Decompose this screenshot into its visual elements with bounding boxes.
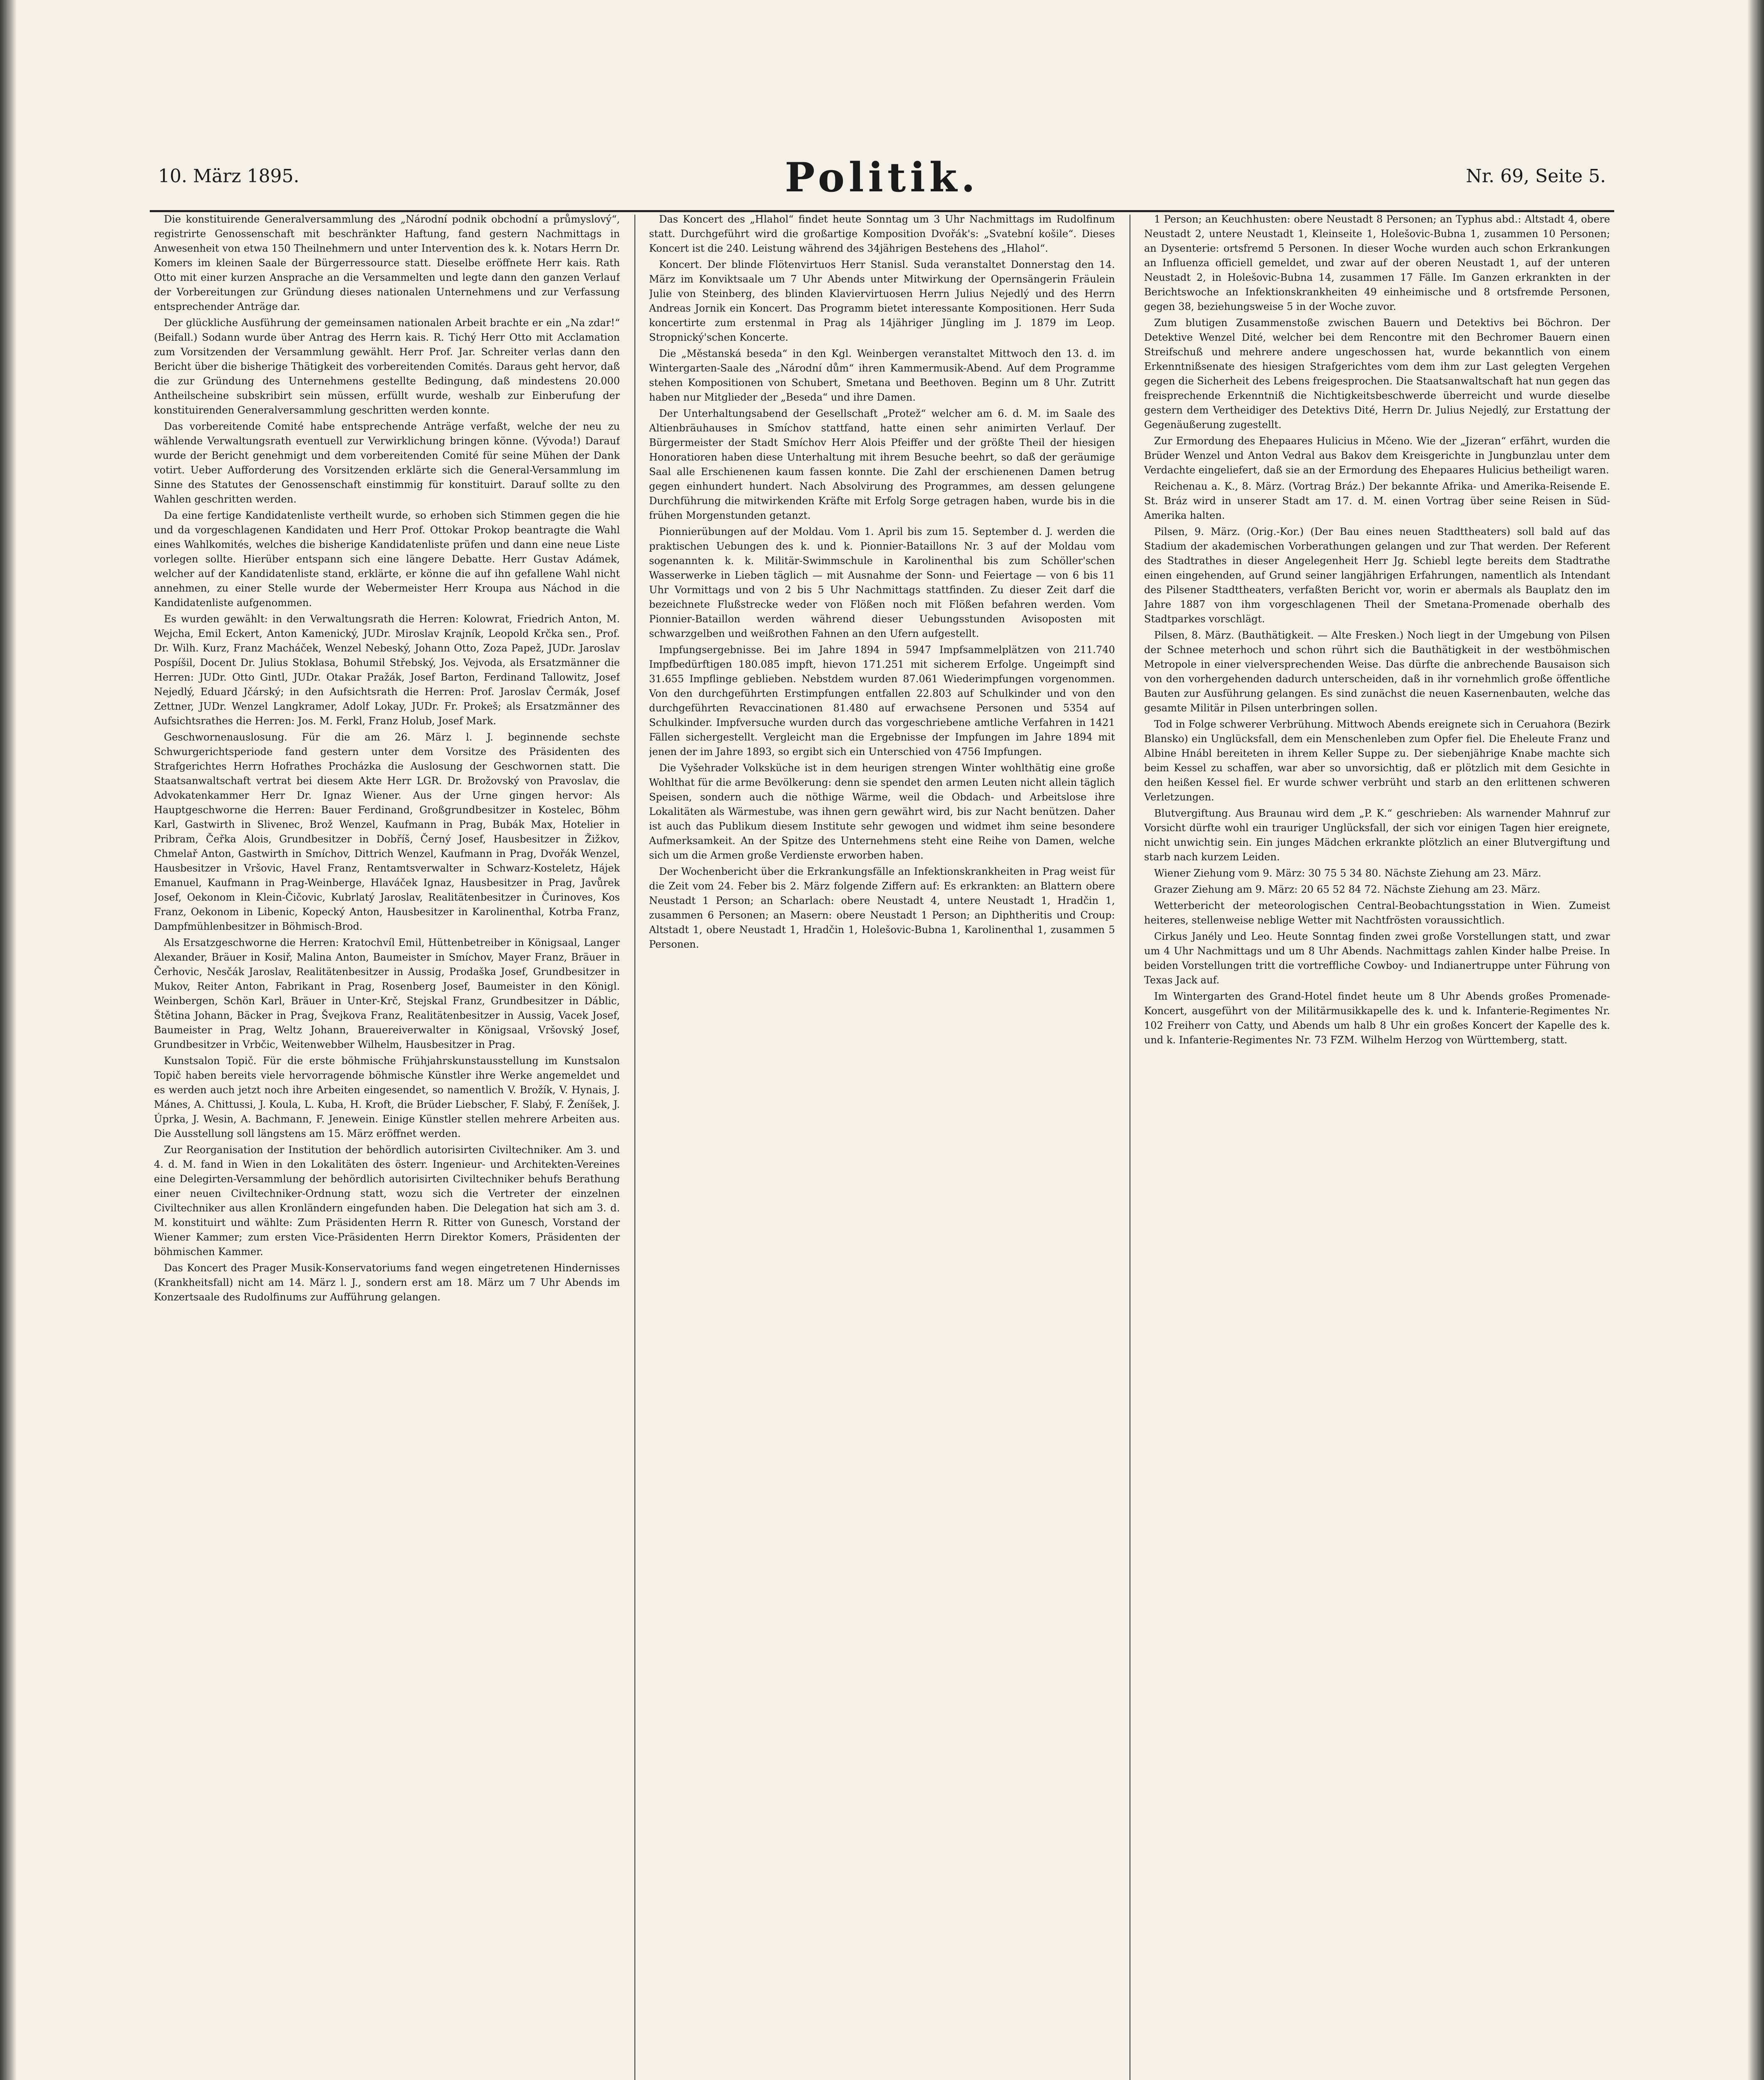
article-paragraph: Zur Ermordung des Ehepaares Hulicius in Mčeno. Wie der „Jizeran“ erfährt, wurden die Brüder Wenzel und Anton Vedral aus Bakov dem Kreisgerichte in Jungbunzlau unter dem Verdachte eingeliefert, daß sie an der Ermordung des Ehepaares Hulicius betheiligt waren. [1144,435,1610,476]
article-paragraph: Tod in Folge schwerer Verbrühung. Mittwoch Abends ereignete sich in Ceruahora (Bezirk Blansko) ein Unglücksfall, dem ein Menschenleben zum Opfer fiel. Die Eheleute Franz und Albine Hnábl bereiteten in ihrem Keller Suppe zu. Der siebenjährige Knabe machte sich beim Kessel zu schaffen, war aber so unvorsichtig, daß er plötzlich mit dem Gesichte in den heißen Kessel fiel. Er wurde schwer verbrüht und starb an den erlittenen schweren Verletzungen. [1144,718,1610,803]
article-paragraph: Im Wintergarten des Grand-Hotel findet heute um 8 Uhr Abends großes Promenade-Koncert, ausgeführt von der Militärmusikkapelle des k. und k. Infanterie-Regimentes Nr. 102 Freiherr von Catty, und Abends um halb 8 Uhr ein großes Koncert der Kapelle des k. und k. Infanterie-Regimentes Nr. 73 FZM. Wilhelm Herzog von Württemberg, statt. [1144,990,1610,1046]
article-paragraph: Das vorbereitende Comité habe entsprechende Anträge verfaßt, welche der neu zu wählende Verwaltungsrath eventuell zur Verwirklichung bringen könne. (Vývoda!) Darauf wurde der Bericht genehmigt und dem vorbereitenden Comité für seine Mühen der Dank votirt. Ueber Aufforderung des Vorsitzenden erklärte sich die General-Versammlung im Sinne des Statutes der Genossenschaft einstimmig für konstituirt. Darauf sollte zu den Wahlen geschritten werden. [154,421,620,505]
article-paragraph: Geschwornenauslosung. Für die am 26. März l. J. beginnende sechste Schwurgerichtsperiode fand gestern unter dem Vorsitze des Präsidenten des Strafgerichtes Herrn Hofrathes Procházka die Auslosung der Geschwornen statt. Die Staatsanwaltschaft vertrat bei diesem Akte Herr LGR. Dr. Brožovský von Pravoslav, die Advokatenkammer Herr Dr. Ignaz Wiener. Aus der Urne gingen hervor: Als Hauptgeschworne die Herren: Bauer Ferdinand, Großgrundbesitzer in Kostelec, Böhm Karl, Gastwirth in Slivenec, Brož Wenzel, Kaufmann in Prag, Bubák Max, Hotelier in Pribram, Čeřka Alois, Grundbesitzer in Dobříš, Černý Josef, Hausbesitzer in Žižkov, Chmelař Anton, Gastwirth in Smíchov, Dittrich Wenzel, Kaufmann in Prag, Dvořák Wenzel, Hausbesitzer in Vršovic, Havel Franz, Rentamtsverwalter in Schwarz-Kosteletz, Hájek Emanuel, Kaufmann in Prag-Weinberge, Hlaváček Ignaz, Hausbesitzer in Prag, Javůrek Josef, Oekonom in Klein-Čičovic, Kubrlatý Jaroslav, Realitätenbesitzer in Čurinoves, Kos Franz, Oekonom in Libenic, Kopecký Anton, Hausbesitzer in Karolinenthal, Kotrba Franz, Dampfmühlenbesitzer in Böhmisch-Brod. [154,731,620,932]
article-paragraph: Reichenau a. K., 8. März. (Vortrag Bráz.) Der bekannte Afrika- und Amerika-Reisende E. St. Bráz wird in unserer Stadt am 17. d. M. einen Vortrag über seine Reisen in Süd-Amerika halten. [1144,480,1610,521]
article-paragraph: Wiener Ziehung vom 9. März: 30 75 5 34 80. Nächste Ziehung am 23. März. [1154,867,1541,879]
article-paragraph: Pilsen, 9. März. (Orig.-Kor.) (Der Bau eines neuen Stadttheaters) soll bald auf das Stadium der akademischen Vorberathungen gelangen und zur That werden. Der Referent des Stadtrathes in dieser Angelegenheit Herr Jg. Schiebl legte bereits dem Stadtrathe einen eingehenden, auf Grund seiner langjährigen Erfahrungen, namentlich als Intendant des Pilsener Stadttheaters, verfaßten Bericht vor, worin er abermals als Bauplatz den im Jahre 1887 von ihm vorgeschlagenen Theil der Smetana-Promenade oberhalb des Stadtparkes vorschlägt. [1144,526,1610,625]
article-paragraph: Zur Reorganisation der Institution der behördlich autorisirten Civiltechniker. Am 3. und 4. d. M. fand in Wien in den Lokalitäten des österr. Ingenieur- und Architekten-Vereines eine Delegirten-Versammlung der behördlich autorisirten Civiltechniker behufs Berathung einer neuen Civiltechniker-Ordnung statt, wozu sich die Vertreter der einzelnen Civiltechniker aus allen Kronländern eingefunden haben. Die Delegation hat sich am 3. d. M. konstituirt und wählte: Zum Präsidenten Herrn R. Ritter von Gunesch, Vorstand der Wiener Kammer; zum ersten Vice-Präsidenten Herrn Direktor Komers, Präsidenten der böhmischen Kammer. [154,1144,620,1258]
article-paragraph: Cirkus Janély und Leo. Heute Sonntag finden zwei große Vorstellungen statt, und zwar um 4 Uhr Nachmittags und um 8 Uhr Abends. Nachmittags zahlen Kinder halbe Preise. In beiden Vorstellungen tritt die vortreffliche Cowboy- und Indianertruppe unter Führung von Texas Jack auf. [1144,931,1610,986]
article-columns [154,212,1610,2080]
article-paragraph: Koncert. Der blinde Flötenvirtuos Herr Stanisl. Suda veranstaltet Donnerstag den 14. März im Konviktsaale um 7 Uhr Abends unter Mitwirkung der Opernsängerin Fräulein Julie von Steinberg, des blinden Klaviervirtuosen Herrn Julius Nejedlý und des Herrn Andreas Jornik ein Koncert. Das Programm bietet interessante Kompositionen. Herr Suda koncertirte zum erstenmal in Prag als 14jähriger Jüngling im J. 1879 im Leop. Stropnický'schen Koncerte. [649,259,1115,343]
article-paragraph: Wetterbericht der meteorologischen Central-Beobachtungsstation in Wien. Zumeist heiteres, stellenweise neblige Wetter mit Nachtfrösten voraussichtlich. [1144,900,1610,926]
article-paragraph: 1 Person; an Keuchhusten: obere Neustadt 8 Personen; an Typhus abd.: Altstadt 4, obere Neustadt 2, untere Neustadt 1, Kleinseite 1, Holešovic-Bubna 1, zusammen 10 Personen; an Dysenterie: ortsfremd 5 Personen. In dieser Woche wurden auch schon Erkrankungen an Influenza officiell gemeldet, und zwar auf der oberen Neustadt 1, auf der unteren Neustadt 2, in Holešovic-Bubna 14, zusammen 17 Fälle. Im Ganzen erkrankten in der Berichtswoche an Infektionskrankheiten 49 einheimische und 8 ortsfremde Personen, gegen 38, beziehungsweise 5 in der Woche zuvor. [1144,213,1610,312]
article-paragraph: Die Vyšehrader Volksküche ist in dem heurigen strengen Winter wohlthätig eine große Wohlthat für die arme Bevölkerung: denn sie spendet den armen Leuten nicht allein täglich Speisen, sondern auch die nöthige Wärme, weil die Obdach- und Arbeitslose ihre Lokalitäten als Wärmestube, was ihnen gern gewährt wird, bis zur Nacht benützen. Daher ist auch das Publikum diesem Institute sehr gewogen und widmet ihm seine besondere Aufmerksamkeit. An der Spitze des Unternehmens steht eine Reihe von Damen, welche sich um die Armen große Verdienste erworben haben. [649,762,1115,861]
article-paragraph: Das Koncert des Prager Musik-Konservatoriums fand wegen eingetretenen Hindernisses (Krankheitsfall) nicht am 14. März l. J., sondern erst am 18. März um 7 Uhr Abends im Konzertsaale des Rudolfinums zur Aufführung gelangen. [154,1262,620,1303]
column-3 [1144,212,1610,2080]
article-paragraph: Das Koncert des „Hlahol“ findet heute Sonntag um 3 Uhr Nachmittags im Rudolfinum statt. Durchgeführt wird die großartige Komposition Dvořák's: „Svatební košile“. Dieses Koncert ist die 240. Leistung während des 34jährigen Bestehens des „Hlahol“. [649,213,1115,254]
page-header [150,154,1614,212]
scan-edge-left [0,0,17,2080]
header-date: 10. März 1895. [158,166,300,187]
article-paragraph: Als Ersatzgeschworne die Herren: Kratochvíl Emil, Hüttenbetreiber in Königsaal, Langer Alexander, Bräuer in Kosiř, Malina Anton, Baumeister in Smíchov, Mayer Franz, Bräuer in Čerhovic, Nesčák Jaroslav, Realitätenbesitzer in Aussig, Prodaška Josef, Grundbesitzer in Mukov, Reiter Anton, Fabrikant in Prag, Rosenberg Josef, Baumeister in den Königl. Weinbergen, Schön Karl, Bräuer in Unter-Krč, Stejskal Franz, Grundbesitzer in Dáblic, Štětina Johann, Bäcker in Prag, Švejkova Franz, Realitätenbesitzer in Aussig, Vacek Josef, Baumeister in Prag, Weltz Johann, Brauereiverwalter in Königsaal, Vršovský Josef, Grundbesitzer in Vrbčic, Weitenwebber Wilhelm, Hausbesitzer in Prag. [154,937,620,1050]
article-paragraph: Der glückliche Ausführung der gemeinsamen nationalen Arbeit brachte er ein „Na zdar!“ (Beifall.) Sodann wurde über Antrag des Herrn kais. R. Tichý Herr Otto mit Acclamation zum Vorsitzenden der Versammlung gewählt. Herr Prof. Jar. Schreiter verlas dann den Bericht über die bisherige Thätigkeit des vorbereitenden Comités. Daraus geht hervor, daß die zur Gründung des Unternehmens gestellte Bedingung, daß mindestens 20.000 Antheilscheine subskribirt sein müssen, erfüllt wurde, weshalb zur Einberufung der konstituirenden Generalversammlung geschritten werden konnte. [154,317,620,416]
article-paragraph: Der Wochenbericht über die Erkrankungsfälle an Infektionskrankheiten in Prag weist für die Zeit vom 24. Feber bis 2. März folgende Ziffern auf: Es erkrankten: an Blattern obere Neustadt 1 Person; an Scharlach: obere Neustadt 4, untere Neustadt 1, Hradčin 1, zusammen 6 Personen; an Masern: obere Neustadt 1 Person; an Diphtheritis und Croup: Altstadt 1, obere Neustadt 1, Hradčin 1, Holešovic-Bubna 1, Karolinenthal 1, zusammen 5 Personen. [649,866,1115,950]
scan-edge-right [1747,0,1764,2080]
article-paragraph: Es wurden gewählt: in den Verwaltungsrath die Herren: Kolowrat, Friedrich Anton, M. Wejcha, Emil Eckert, Anton Kamenický, JUDr. Miroslav Krajník, Leopold Krčka sen., Prof. Dr. Wilh. Kurz, Franz Macháček, Wenzel Nebeský, Johann Otto, Zoza Papež, JUDr. Jaroslav Pospíšil, Docent Dr. Julius Stoklasa, Bohumil Střebský, Jos. Vejvoda, als Ersatzmänner die Herren: JUDr. Otto Gintl, JUDr. Otakar Pražák, Josef Barton, Ferdinand Tallowitz, Josef Nejedlý, Eduard Jčárský; in den Aufsichtsrath die Herren: Prof. Jaroslav Čermák, Josef Zettner, JUDr. Wenzel Langkramer, Adolf Lokay, JUDr. Fr. Prokeš; als Ersatzmänner des Aufsichtsrathes die Herren: Jos. M. Ferkl, Franz Holub, Josef Mark. [154,613,620,727]
article-paragraph: Da eine fertige Kandidatenliste vertheilt wurde, so erhoben sich Stimmen gegen die hie und da vorgeschlagenen Kandidaten und Herr Prof. Ottokar Prokop beantragte die Wahl eines Wahlkomités, welches die bisherige Kandidatenliste prüfen und dann eine neue Liste vorlegen sollte. Hierüber entspann sich eine längere Debatte. Herr Gustav Adámek, welcher auf der Kandidatenliste stand, erklärte, er könne die auf ihn gefallene Wahl nicht annehmen, zu einer Stelle wurde der Webermeister Herr Kroupa aus Náchod in die Kandidatenliste aufgenommen. [154,510,620,609]
article-paragraph: Die konstituirende Generalversammlung des „Národní podnik obchodní a průmyslový“, registrirte Genossenschaft mit beschränkter Haftung, fand gestern Nachmittags in Anwesenheit von etwa 150 Theilnehmern und unter Intervention des k. k. Notars Herrn Dr. Komers im kleinen Saale der Bürgerressource statt. Dieselbe eröffnete Herr kais. Rath Otto mit einer kurzen Ansprache an die Versammelten und legte dann den ganzen Verlauf der Vorbereitungen zur Gründung dieses nationalen Unternehmens und zur Verfassung entsprechender Anträge dar. [154,213,620,312]
section-title: Politik. [785,154,979,201]
article-paragraph: Kunstsalon Topič. Für die erste böhmische Frühjahrskunstausstellung im Kunstsalon Topič haben bereits viele hervorragende böhmische Künstler ihre Werke angemeldet und es werden auch jetzt noch ihre Arbeiten eingesendet, so namentlich V. Brožík, V. Hynais, J. Mánes, A. Chittussi, J. Koula, L. Kuba, H. Kroft, die Brüder Liebscher, F. Slabý, F. Ženíšek, J. Úprka, J. Wesin, A. Bachmann, F. Jenewein. Einige Künstler stellen mehrere Arbeiten aus. Die Ausstellung soll längstens am 15. März eröffnet werden. [154,1055,620,1139]
article-paragraph: Der Unterhaltungsabend der Gesellschaft „Protež“ welcher am 6. d. M. im Saale des Altienbräuhauses in Smíchov stattfand, hatte einen sehr animirten Verlauf. Der Bürgermeister der Stadt Smíchov Herr Alois Pfeiffer und der größte Theil der hiesigen Honoratioren haben diese Unterhaltung mit ihrem Besuche beehrt, so daß der geräumige Saal alle Erschienenen kaum fassen konnte. Die Zahl der erschienenen Damen betrug gegen einhundert hundert. Nach Absolvirung des Programmes, am dessen gelungene Durchführung die mitwirkenden Kräfte mit Erfolg Sorge getragen haben, wurde bis in die frühen Morgenstunden getanzt. [649,408,1115,521]
article-paragraph: Grazer Ziehung am 9. März: 20 65 52 84 72. Nächste Ziehung am 23. März. [1154,884,1541,895]
article-paragraph: Blutvergiftung. Aus Braunau wird dem „P. K.“ geschrieben: Als warnender Mahnruf zur Vorsicht dürfte wohl ein trauriger Unglücksfall, der sich vor einigen Tagen hier ereignete, nicht unwichtig sein. Ein junges Mädchen erkrankte plötzlich an einer Blutvergiftung und starb nach kurzem Leiden. [1144,807,1610,863]
article-paragraph: Pionnierübungen auf der Moldau. Vom 1. April bis zum 15. September d. J. werden die praktischen Uebungen des k. und k. Pionnier-Bataillons Nr. 3 auf der Moldau vom sogenannten k. k. Militär-Swimmschule in Karolinenthal bis zum Schöller'schen Wasserwerke in Lieben täglich — mit Ausnahme der Sonn- und Feiertage — von 6 bis 11 Uhr Vormittags und von 2 bis 5 Uhr Nachmittags stattfinden. Zu dieser Zeit darf die bezeichnete Flußstrecke weder von Flößen noch mit Flößen befahren werden. Vom Pionnier-Bataillon werden während dieser Uebungsstunden Avisoposten mit schwarzgelben und weißrothen Fahnen an den Ufern aufgestellt. [649,526,1115,639]
article-paragraph: Zum blutigen Zusammenstoße zwischen Bauern und Detektivs bei Böchron. Der Detektive Wenzel Dité, welcher bei dem Rencontre mit den Bechromer Bauern einen Streifschuß und mehrere andere ungeschossen hat, wurde bekanntlich von einem Erkenntnißsenate des hiesigen Strafgerichtes vom dem ihm zur Last gelegten Vergehen gegen die Sicherheit des Lebens freigesprochen. Die Staatsanwaltschaft hat nun gegen das freisprechende Erkenntniß die Nichtigkeitsbeschwerde überreicht und wurde dieselbe gestern dem Vertheidiger des Detektivs Dité, Herrn Dr. Julius Nejedlý, zur Erstattung der Gegenäußerung zugestellt. [1144,317,1610,431]
header-page-number: Nr. 69, Seite 5. [1466,166,1606,187]
article-paragraph: Impfungsergebnisse. Bei im Jahre 1894 in 5947 Impfsammelplätzen von 211.740 Impfbedürftigen 180.085 impft, hievon 171.251 mit sicherem Erfolge. Ungeimpft sind 31.655 Impflinge geblieben. Nebstdem wurden 87.061 Wiederimpfungen vorgenommen. Von den durchgeführten Erstimpfungen entfallen 22.803 auf Schulkinder und von den durchgeführten Revaccinationen 81.480 auf erwachsene Personen und 5354 auf Schulkinder. Impfversuche wurden durch das vorgeschriebene amtliche Verfahren in 1421 Fällen sichergestellt. Vergleicht man die Ergebnisse der Impfungen im Jahre 1894 mit jenen der im Jahre 1893, so ergibt sich ein Unterschied von 4756 Impfungen. [649,644,1115,758]
article-paragraph: Die „Městanská beseda“ in den Kgl. Weinbergen veranstaltet Mittwoch den 13. d. im Wintergarten-Saale des „Národní dům“ ihren Kammermusik-Abend. Auf dem Programme stehen Kompositionen von Schubert, Smetana und Beethoven. Beginn um 8 Uhr. Zutritt haben nur Mitglieder der „Beseda“ und ihre Damen. [649,348,1115,403]
column-1 [154,212,620,2080]
column-divider [634,215,635,2080]
column-2 [649,212,1115,2080]
article-paragraph: Pilsen, 8. März. (Bauthätigkeit. — Alte Fresken.) Noch liegt in der Umgebung von Pilsen der Schnee meterhoch und schon rührt sich die Bauthätigkeit in der westböhmischen Metropole in einer vielversprechenden Weise. Das dürfte die anbrechende Bausaison sich von den vorhergehenden dadurch unterscheiden, daß in ihr vornehmlich große öffentliche Bauten zur Ausführung gelangen. Es sind zunächst die neuen Kasernenbauten, welche das gesamte Militär in Pilsen unterbringen sollen. [1144,629,1610,714]
